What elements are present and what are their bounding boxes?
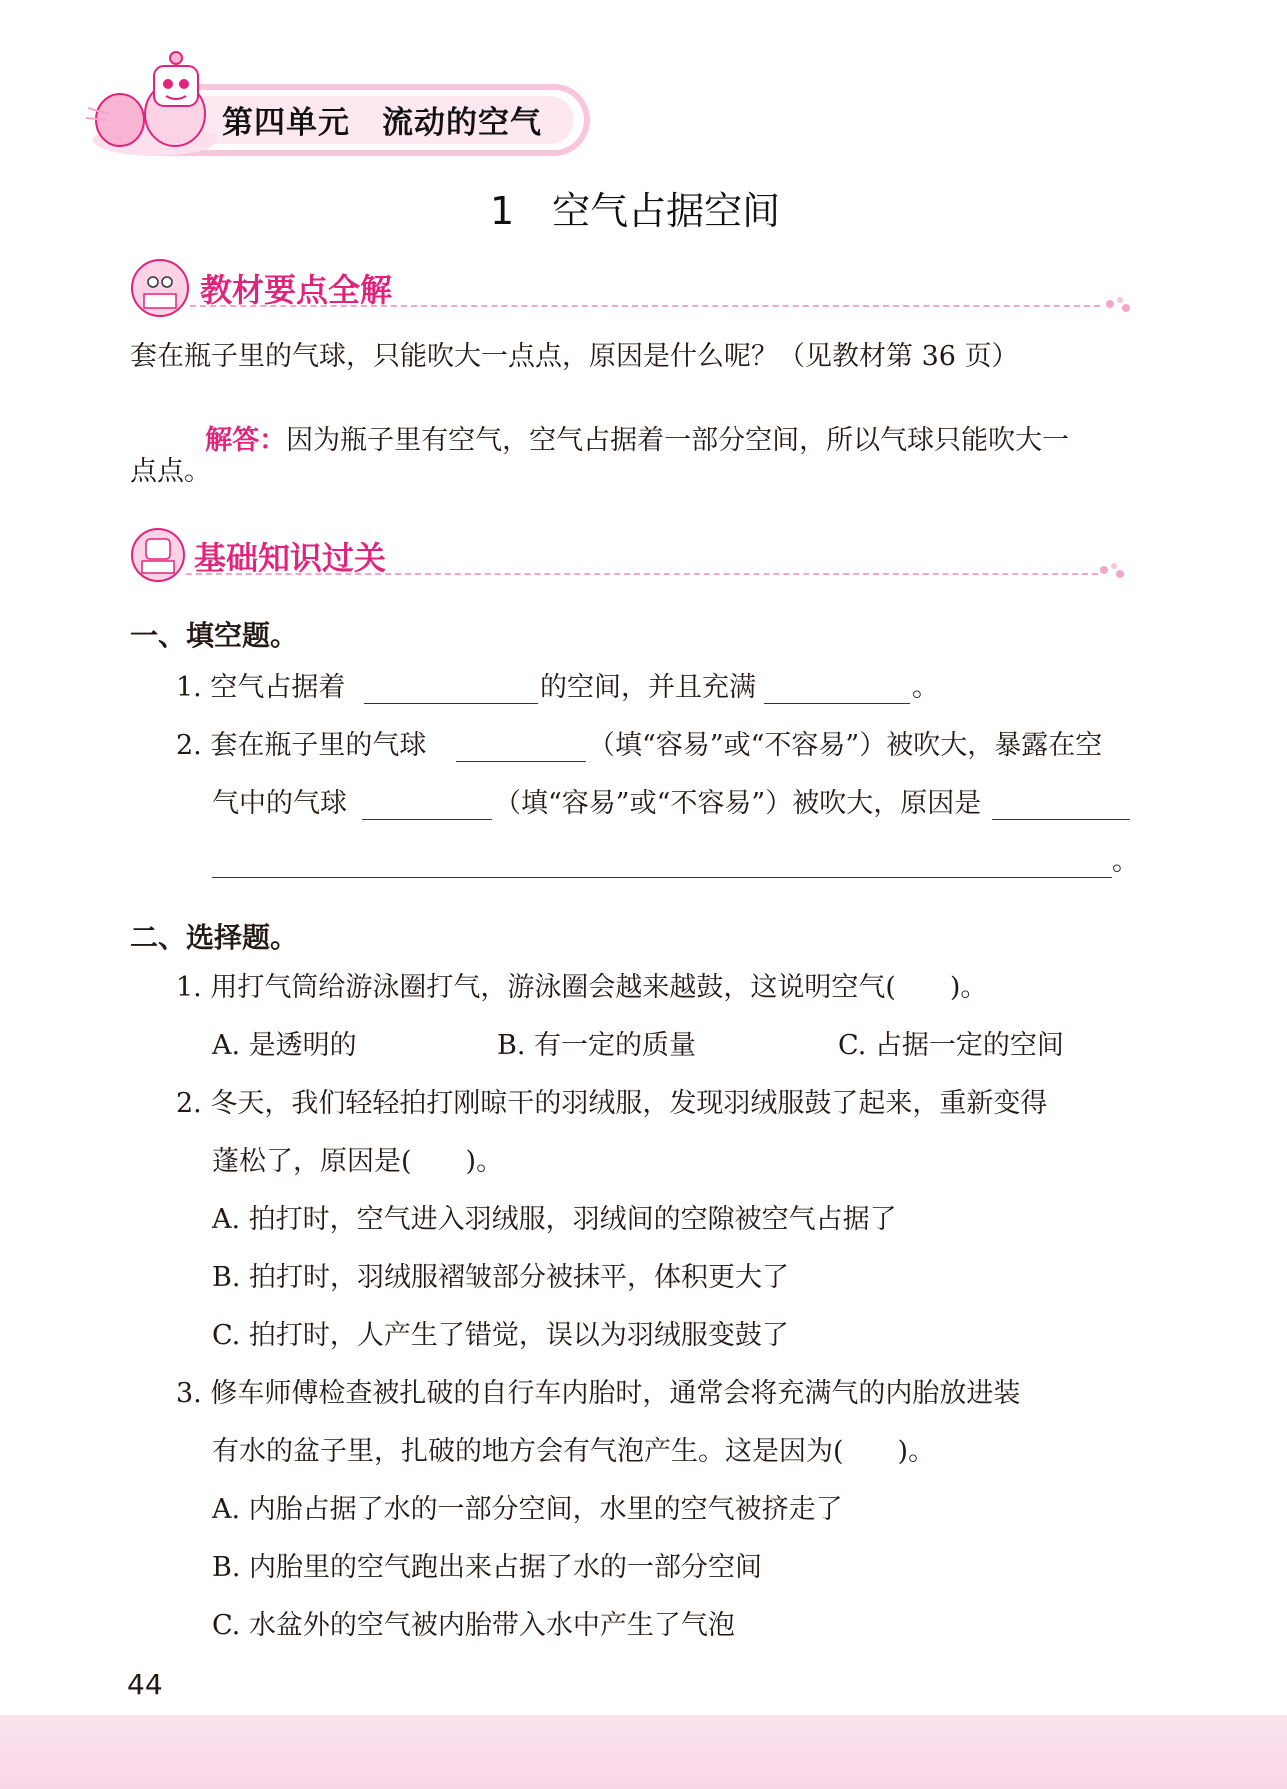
page-number: 44 [127,1668,163,1701]
footer-band [0,1715,1287,1789]
dots-decoration-icon [1104,294,1132,314]
choice-q2-line2: 蓬松了，原因是( )。 [212,1146,504,1177]
fill-q2-line2: 气中的气球 [212,788,347,819]
answer-text-continued: 点点。 [130,456,211,487]
mascot-reading-icon [130,527,186,583]
section-heading-key-points: 教材要点全解 [200,271,393,309]
book-reader-icon [130,258,190,318]
choice-q1: 1. 用打气筒给游泳圈打气，游泳圈会越来越鼓，这说明空气( )。 [176,972,988,1003]
choice-heading: 二、选择题。 [130,921,299,954]
answer-text: 因为瓶子里有空气，空气占据着一部分空间，所以气球只能吹大一 [286,425,1070,456]
choice-q3: 3. 修车师傅检查被扎破的自行车内胎时，通常会将充满气的内胎放进装 [176,1378,1021,1409]
choice-q3-option-a[interactable]: A. 内胎占据了水的一部分空间，水里的空气被挤走了 [212,1494,843,1525]
fill-q2-blank-2[interactable] [362,819,492,820]
choice-q2-option-c[interactable]: C. 拍打时，人产生了错觉，误以为羽绒服变鼓了 [212,1320,789,1351]
fill-q1-blank-2[interactable] [764,703,910,704]
answer-label: 解答： [205,425,287,456]
fill-heading: 一、填空题。 [130,619,299,652]
section-divider [186,573,1098,575]
fill-q2-blank-1[interactable] [456,761,586,762]
fill-q2-middle: （填“容易”或“不容易”）被吹大，暴露在空 [588,730,1103,761]
choice-q3-line2: 有水的盆子里，扎破的地方会有气泡产生。这是因为( )。 [212,1436,936,1467]
choice-q3-option-c[interactable]: C. 水盆外的空气被内胎带入水中产生了气泡 [212,1610,735,1641]
unit-title: 第四单元 流动的空气 [222,105,542,141]
section-heading-basic: 基础知识过关 [194,539,387,577]
lesson-title: 1 空气占据空间 [490,189,781,233]
section-divider [190,305,1100,307]
choice-q2: 2. 冬天，我们轻轻拍打刚晾干的羽绒服，发现羽绒服鼓了起来，重新变得 [176,1088,1048,1119]
fill-q2-start: 2. 套在瓶子里的气球 [176,730,427,761]
choice-q2-option-b[interactable]: B. 拍打时，羽绒服褶皱部分被抹平，体积更大了 [212,1262,790,1293]
fill-q1-start: 1. 空气占据着 [176,672,346,703]
fill-q2-end: 。 [1112,846,1139,877]
fill-q1-middle: 的空间，并且充满 [540,672,756,703]
dots-decoration-icon [1098,560,1126,580]
mascot-illustration [80,48,230,160]
choice-q3-option-b[interactable]: B. 内胎里的空气跑出来占据了水的一部分空间 [212,1552,763,1583]
choice-q1-option-b[interactable]: B. 有一定的质量 [497,1030,697,1061]
choice-q1-option-a[interactable]: A. 是透明的 [212,1030,357,1061]
fill-q2-line2-middle: （填“容易”或“不容易”）被吹大，原因是 [494,788,982,819]
fill-q2-blank-3[interactable] [992,819,1130,820]
fill-q1-blank-1[interactable] [364,703,538,704]
choice-q2-option-a[interactable]: A. 拍打时，空气进入羽绒服，羽绒间的空隙被空气占据了 [212,1204,897,1235]
fill-q1-end: 。 [912,672,939,703]
key-question: 套在瓶子里的气球，只能吹大一点点，原因是什么呢？（见教材第 36 页） [130,341,1019,372]
choice-q1-option-c[interactable]: C. 占据一定的空间 [838,1030,1064,1061]
fill-q2-blank-4[interactable] [212,877,1112,878]
